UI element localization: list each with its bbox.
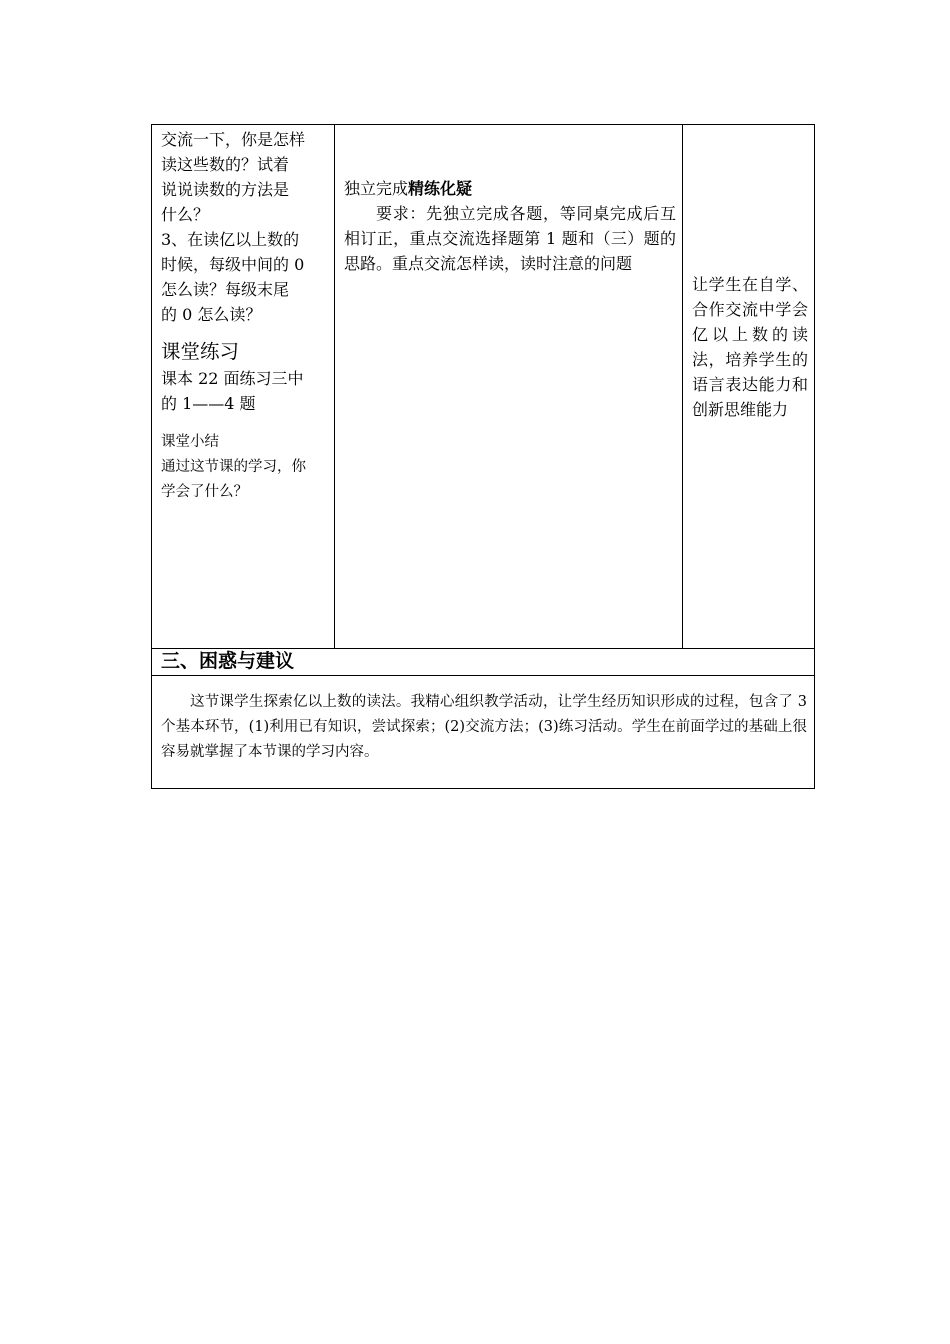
heading-bold: 精练化疑 (408, 179, 473, 198)
section-title: 三、困惑与建议 (161, 650, 295, 672)
summary-text (161, 455, 328, 505)
activity-row (152, 125, 814, 649)
question-line: 读这些数的？试着 (161, 155, 290, 174)
question-line: 说说读数的方法是 (161, 180, 290, 199)
design-intent-text: 让学生在自学、合作交流中学会亿以上数的读法，培养学生的语言表达能力和创新思维能力 (692, 275, 808, 419)
summary-line: 通过这节课的学习，你 (161, 459, 306, 475)
summary-heading: 课堂小结 (161, 434, 219, 450)
question-line: 什么？ (161, 205, 210, 224)
heading-prefix: 独立完成 (344, 179, 409, 198)
student-activity-heading (344, 176, 676, 201)
lesson-table (151, 124, 815, 789)
question-line: 时候，每级中间的 0 (161, 255, 305, 274)
reflection-text: 这节课学生探索亿以上数的读法。我精心组织教学活动，让学生经历知识形成的过程，包含了 3 个基本环节，(1)利用已有知识，尝试探索；(2)交流方法；(3)练习活动。学生在前面学过的基础上很容易就掌握了本节课的学习内容。 (161, 694, 807, 760)
practice-heading: 课堂练习 (161, 340, 240, 363)
summary-line: 学会了什么？ (161, 484, 248, 500)
practice-line: 的 1——4 题 (161, 394, 256, 413)
question-line: 怎么读？每级末尾 (161, 280, 290, 299)
student-activity-cell (335, 125, 683, 648)
section-header-row (152, 648, 814, 676)
teacher-activity-cell (152, 125, 335, 648)
question-line: 的 0 怎么读？ (161, 305, 262, 324)
discussion-questions (161, 127, 328, 338)
requirement-text: 要求：先独立完成各题，等同桌完成后互相订正，重点交流选择题第 1 题和（三）题的思路。重点交流怎样读，读时注意的问题 (344, 204, 676, 273)
practice-line: 课本 22 面练习三中 (161, 369, 304, 388)
design-intent-cell (683, 125, 814, 648)
reflection-row (152, 676, 814, 788)
practice-text (161, 366, 328, 416)
question-line: 3、在读亿以上数的 (161, 230, 300, 249)
question-line: 交流一下，你是怎样 (161, 130, 306, 149)
